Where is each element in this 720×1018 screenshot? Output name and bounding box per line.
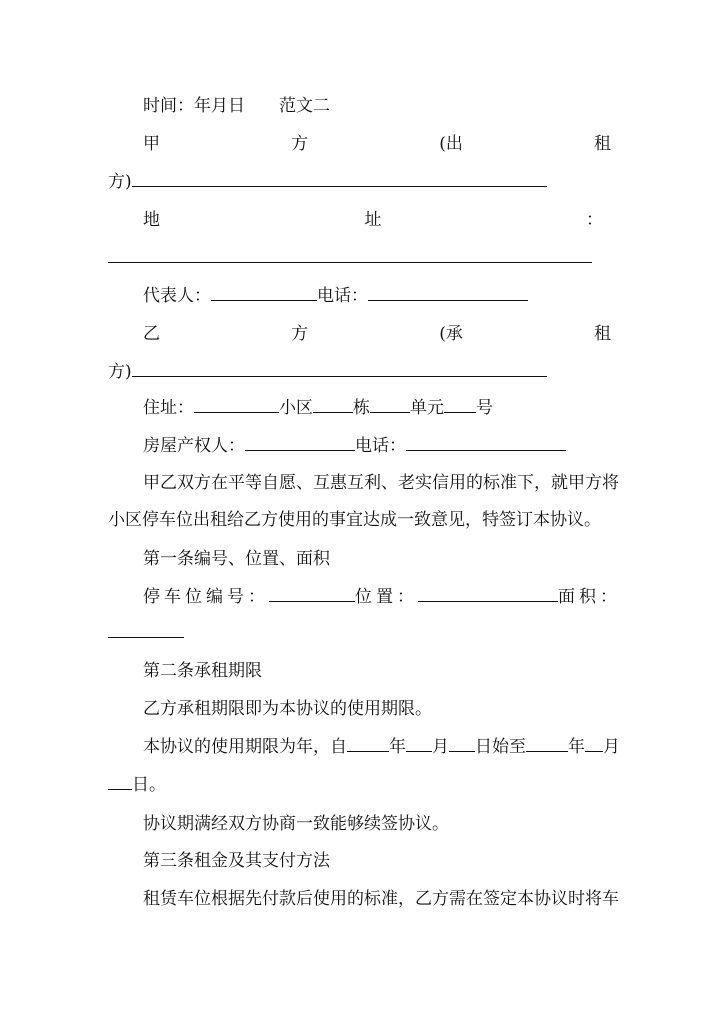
end-year-blank (526, 735, 568, 752)
renew-line: 协议期满经双方协商一致能够续签协议。 (143, 814, 449, 834)
owner-blank (245, 434, 355, 451)
address-line (143, 208, 603, 232)
residence-blank (194, 396, 279, 413)
end-month-blank (585, 735, 603, 752)
article1-fields-line (143, 585, 621, 609)
party-a-tail-line (108, 170, 547, 194)
representative-phone-blank (368, 284, 528, 301)
party-b-char-2: 方 (291, 324, 309, 344)
article3-title: 第三条租金及其支付方法 (143, 851, 330, 871)
party-b-char-4: 租 (593, 324, 611, 344)
party-b-char-3: (承 (439, 324, 463, 344)
community-blank (313, 396, 353, 413)
article3-line-1: 租赁车位根据先付款后使用的标准，乙方需在签定本协议时将车 (143, 889, 619, 909)
start-year-blank (347, 735, 389, 752)
party-a-line (143, 132, 611, 156)
end-month-label: 月 (603, 737, 620, 757)
from-day-label: 日始至 (475, 737, 526, 757)
area-label: 面积： (558, 587, 621, 607)
party-b-tail: 方) (108, 362, 132, 382)
end-year-label: 年 (568, 737, 585, 757)
header-line (143, 94, 330, 118)
party-a-char-4: 租 (593, 134, 611, 154)
article2-title: 第二条承租期限 (143, 661, 262, 681)
period-line (143, 735, 620, 759)
parking-number-blank (269, 585, 355, 602)
intro-line-1: 甲乙双方在平等自愿、互惠互利、老实信用的标准下，就甲方将 (143, 473, 619, 493)
start-year-label: 年 (389, 737, 406, 757)
article2-line-1: 乙方承租期限即为本协议的使用期限。 (143, 699, 432, 719)
residence-unit: 单元 (410, 398, 444, 418)
end-day-blank (108, 773, 132, 790)
doc-title: 范文二 (279, 96, 330, 116)
article1-title: 第一条编号、位置、面积 (143, 549, 330, 569)
period-end-line (108, 773, 166, 797)
start-month-blank (406, 735, 432, 752)
period-prefix: 本协议的使用期限为年，自 (143, 737, 347, 757)
address-blank-line (108, 246, 592, 270)
residence-line (143, 396, 493, 420)
party-a-char-1: 甲 (143, 134, 160, 154)
party-a-char-3: (出 (439, 134, 463, 154)
residence-label: 住址： (143, 398, 194, 418)
start-day-blank (449, 735, 475, 752)
owner-phone-label: 电话： (355, 436, 406, 456)
party-b-tail-line (108, 360, 547, 384)
representative-line (143, 284, 528, 308)
address-char-1: 地 (143, 210, 160, 230)
intro-line-2: 小区停车位出租给乙方使用的事宜达成一致意见，特签订本协议。 (108, 510, 601, 530)
building-blank (370, 396, 410, 413)
location-blank (418, 585, 558, 602)
representative-label: 代表人： (143, 286, 211, 306)
party-b-line (143, 322, 611, 346)
representative-phone-label: 电话： (317, 286, 368, 306)
start-month-label: 月 (432, 737, 449, 757)
time-label: 时间：年月日 (143, 96, 245, 116)
address-colon: ： (586, 210, 603, 230)
residence-building: 栋 (353, 398, 370, 418)
unit-blank (444, 396, 476, 413)
owner-phone-blank (406, 434, 566, 451)
residence-number: 号 (476, 398, 493, 418)
representative-blank (211, 284, 317, 301)
end-day-label: 日。 (132, 775, 166, 795)
party-b-char-1: 乙 (143, 324, 160, 344)
party-a-blank (132, 170, 547, 187)
address-char-2: 址 (364, 210, 382, 230)
residence-community: 小区 (279, 398, 313, 418)
area-blank-line (108, 621, 184, 645)
location-label: 位置： (355, 587, 418, 607)
party-a-char-2: 方 (291, 134, 309, 154)
parking-number-label: 停车位编号： (143, 587, 269, 607)
owner-line (143, 434, 566, 458)
owner-label: 房屋产权人： (143, 436, 245, 456)
party-b-blank (132, 360, 547, 377)
area-blank (108, 621, 184, 638)
address-blank (108, 246, 592, 263)
party-a-tail: 方) (108, 172, 132, 192)
